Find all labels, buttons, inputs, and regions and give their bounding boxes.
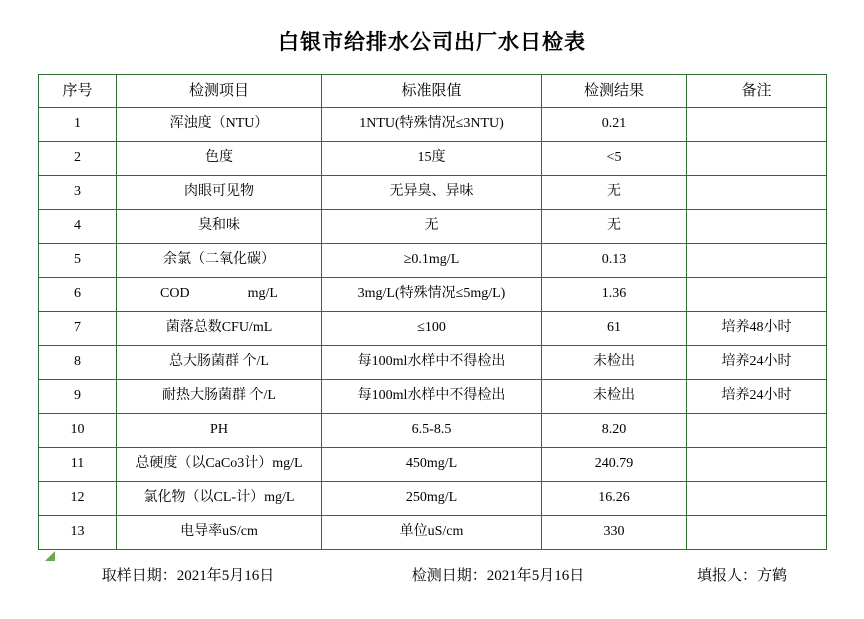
cell-result: <5 — [542, 142, 687, 176]
cell-note — [687, 108, 827, 142]
cell-standard: 450mg/L — [322, 448, 542, 482]
water-quality-table — [38, 74, 827, 550]
cell-item: 臭和味 — [117, 210, 322, 244]
cell-no: 7 — [39, 312, 117, 346]
cell-result: 8.20 — [542, 414, 687, 448]
cell-no: 11 — [39, 448, 117, 482]
cell-note — [687, 244, 827, 278]
cell-item: 氯化物（以CL-计）mg/L — [117, 482, 322, 516]
cell-standard: 1NTU(特殊情况≤3NTU) — [322, 108, 542, 142]
cell-result: 16.26 — [542, 482, 687, 516]
filled-by: 填报人：方鹤 — [696, 568, 787, 584]
table-row — [39, 516, 827, 550]
cell-item: 总硬度（以CaCo3计）mg/L — [117, 448, 322, 482]
cell-no: 5 — [39, 244, 117, 278]
cell-standard: ≤100 — [322, 312, 542, 346]
table-row — [39, 210, 827, 244]
column-header-item: 检测项目 — [117, 75, 322, 108]
cod-cell-inner — [119, 286, 319, 303]
cell-no: 9 — [39, 380, 117, 414]
cell-note — [687, 278, 827, 312]
column-header-standard: 标准限值 — [322, 75, 542, 108]
report-table-container — [38, 74, 826, 550]
test-date: 检测日期：2021年5月16日 — [411, 568, 585, 584]
cell-result: 330 — [542, 516, 687, 550]
cell-note: 培养24小时 — [687, 346, 827, 380]
table-row — [39, 312, 827, 346]
cell-item-label: COD — [160, 286, 190, 302]
table-row — [39, 176, 827, 210]
cell-result: 未检出 — [542, 380, 687, 414]
cell-item — [117, 278, 322, 312]
cell-note — [687, 176, 827, 210]
table-row — [39, 108, 827, 142]
report-page — [0, 26, 864, 619]
cell-result: 未检出 — [542, 346, 687, 380]
cell-item: 肉眼可见物 — [117, 176, 322, 210]
table-row — [39, 278, 827, 312]
cell-item: 浑浊度（NTU） — [117, 108, 322, 142]
column-header-result: 检测结果 — [542, 75, 687, 108]
cell-no: 12 — [39, 482, 117, 516]
report-footer — [38, 564, 826, 585]
cell-item: 余氯（二氧化碳） — [117, 244, 322, 278]
cell-result: 1.36 — [542, 278, 687, 312]
cell-no: 2 — [39, 142, 117, 176]
cell-no: 4 — [39, 210, 117, 244]
cell-result: 0.13 — [542, 244, 687, 278]
cell-note: 培养24小时 — [687, 380, 827, 414]
cell-no: 13 — [39, 516, 117, 550]
cell-no: 6 — [39, 278, 117, 312]
cell-standard: 无异臭、异味 — [322, 176, 542, 210]
cell-standard: ≥0.1mg/L — [322, 244, 542, 278]
table-body — [39, 108, 827, 550]
cell-no: 3 — [39, 176, 117, 210]
cell-result: 无 — [542, 210, 687, 244]
cell-item: 电导率uS/cm — [117, 516, 322, 550]
cell-result: 61 — [542, 312, 687, 346]
cell-item: 色度 — [117, 142, 322, 176]
table-row — [39, 244, 827, 278]
page-title: 白银市给排水公司出厂水日检表 — [278, 30, 586, 54]
cell-no: 8 — [39, 346, 117, 380]
cell-standard: 每100ml水样中不得检出 — [322, 380, 542, 414]
cell-no: 10 — [39, 414, 117, 448]
table-header — [39, 75, 827, 108]
cell-standard: 无 — [322, 210, 542, 244]
cell-item: 菌落总数CFU/mL — [117, 312, 322, 346]
cell-item-unit: mg/L — [247, 286, 278, 302]
column-header-note: 备注 — [687, 75, 827, 108]
table-row — [39, 448, 827, 482]
cell-note — [687, 414, 827, 448]
cell-note — [687, 482, 827, 516]
cell-note — [687, 448, 827, 482]
cell-standard: 单位uS/cm — [322, 516, 542, 550]
cell-result: 240.79 — [542, 448, 687, 482]
cell-standard: 15度 — [322, 142, 542, 176]
column-header-no: 序号 — [39, 75, 117, 108]
cell-item: PH — [117, 414, 322, 448]
cell-note — [687, 516, 827, 550]
table-row — [39, 380, 827, 414]
cell-standard: 每100ml水样中不得检出 — [322, 346, 542, 380]
table-header-row — [39, 75, 827, 108]
cell-item: 总大肠菌群 个/L — [117, 346, 322, 380]
table-row — [39, 414, 827, 448]
sample-date: 取样日期：2021年5月16日 — [101, 568, 275, 584]
cell-item: 耐热大肠菌群 个/L — [117, 380, 322, 414]
cell-note — [687, 210, 827, 244]
table-row — [39, 346, 827, 380]
cell-standard: 3mg/L(特殊情况≤5mg/L) — [322, 278, 542, 312]
cell-note: 培养48小时 — [687, 312, 827, 346]
cell-result: 0.21 — [542, 108, 687, 142]
cell-no: 1 — [39, 108, 117, 142]
cell-note — [687, 142, 827, 176]
table-row — [39, 482, 827, 516]
corner-marker-icon — [45, 551, 55, 561]
cell-standard: 250mg/L — [322, 482, 542, 516]
table-row — [39, 142, 827, 176]
cell-result: 无 — [542, 176, 687, 210]
cell-standard: 6.5-8.5 — [322, 414, 542, 448]
